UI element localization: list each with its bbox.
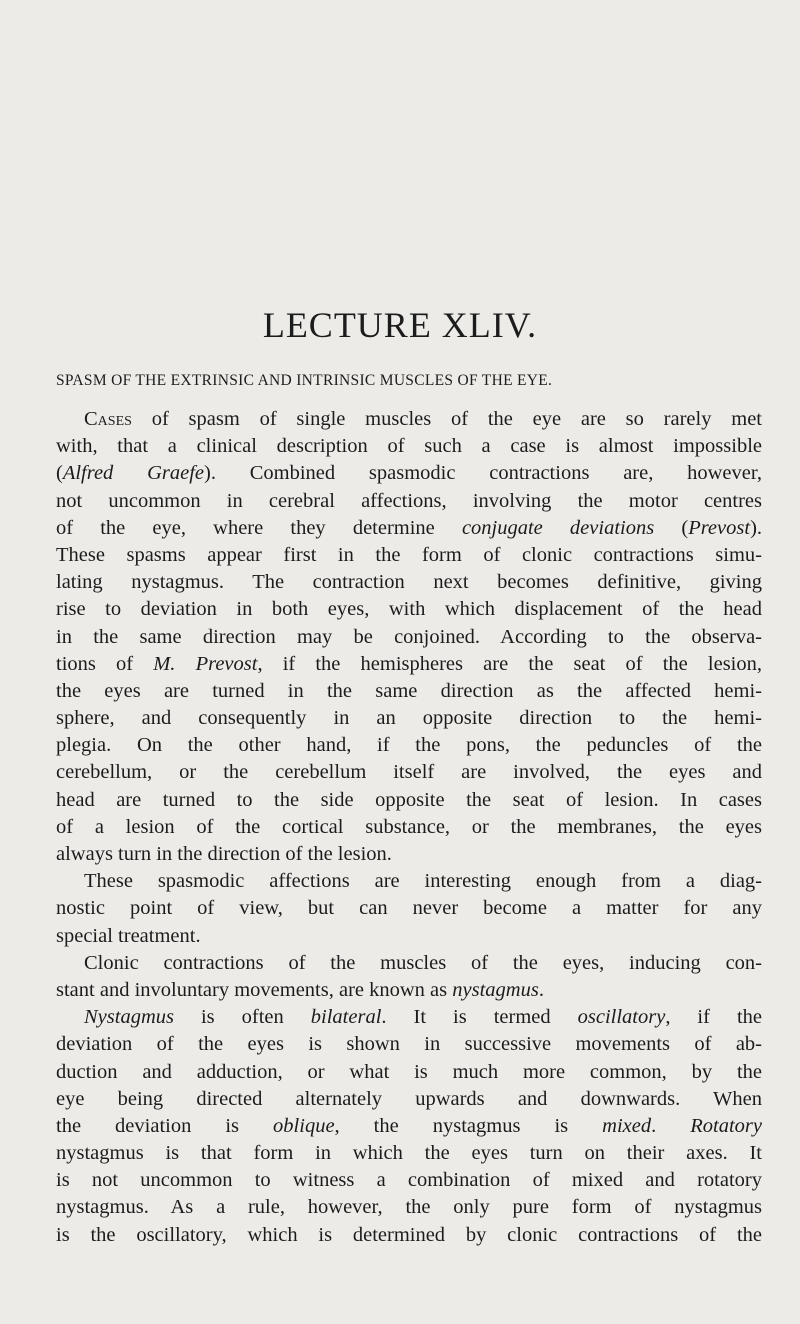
lecture-subtitle: SPASM OF THE EXTRINSIC AND INTRINSIC MUSCLES OF THE EYE. — [56, 372, 553, 389]
text-line: Nystagmus is often bilateral. It is termed oscillatory, if the — [84, 1006, 762, 1029]
text-line: nystagmus. As a rule, however, the only pure form of nystagmus — [56, 1196, 762, 1219]
text-line: duction and adduction, or what is much more common, by the — [56, 1060, 762, 1083]
text-line: head are turned to the side opposite the seat of lesion. In cases — [56, 788, 762, 811]
text-line: nystagmus is that form in which the eyes turn on their axes. It — [56, 1142, 762, 1165]
text-line: These spasms appear first in the form of clonic contractions simu- — [56, 543, 762, 566]
text-line: eye being directed alternately upwards and downwards. When — [56, 1087, 762, 1110]
text-line: is not uncommon to witness a combination of mixed and rotatory — [56, 1169, 762, 1192]
text-line: deviation of the eyes is shown in successive movements of ab- — [56, 1033, 762, 1056]
body-text — [56, 406, 762, 1249]
text-line: special treatment. — [56, 924, 201, 947]
text-line: These spasmodic affections are interesting enough from a diag- — [84, 870, 762, 893]
text-line: the eyes are turned in the same direction as the affected hemi- — [56, 679, 762, 702]
text-line: of a lesion of the cortical substance, or the membranes, the eyes — [56, 815, 762, 838]
text-line: rise to deviation in both eyes, with which displacement of the head — [56, 598, 762, 621]
text-line: Cases of spasm of single muscles of the eye are so rarely met — [84, 408, 762, 430]
text-line: stant and involuntary movements, are known as nystagmus. — [56, 978, 544, 1001]
text-line: tions of M. Prevost, if the hemispheres are the seat of the lesion, — [56, 652, 762, 675]
text-line: sphere, and consequently in an opposite direction to the hemi- — [56, 707, 762, 730]
text-line: lating nystagmus. The contraction next becomes definitive, giving — [56, 571, 762, 594]
lecture-heading: LECTURE XLIV. — [262, 305, 538, 345]
text-line: in the same direction may be conjoined. According to the observa- — [56, 625, 762, 648]
text-line: is the oscillatory, which is determined by clonic contractions of the — [56, 1223, 762, 1246]
text-line: not uncommon in cerebral affections, involving the motor centres — [56, 489, 762, 512]
text-line: plegia. On the other hand, if the pons, the peduncles of the — [56, 734, 762, 757]
text-line: nostic point of view, but can never become a matter for any — [56, 897, 762, 920]
text-line: the deviation is oblique, the nystagmus is mixed. Rotatory — [56, 1114, 762, 1137]
text-line: with, that a clinical description of such a case is almost impossible — [56, 435, 762, 458]
text-line: always turn in the direction of the lesion. — [56, 843, 392, 865]
text-line: Clonic contractions of the muscles of the eyes, inducing con- — [84, 951, 762, 974]
text-line: of the eye, where they determine conjugate deviations (Prevost). — [56, 516, 763, 539]
text-line: cerebellum, or the cerebellum itself are involved, the eyes and — [56, 761, 762, 784]
text-line: (Alfred Graefe). Combined spasmodic contractions are, however, — [56, 462, 762, 485]
